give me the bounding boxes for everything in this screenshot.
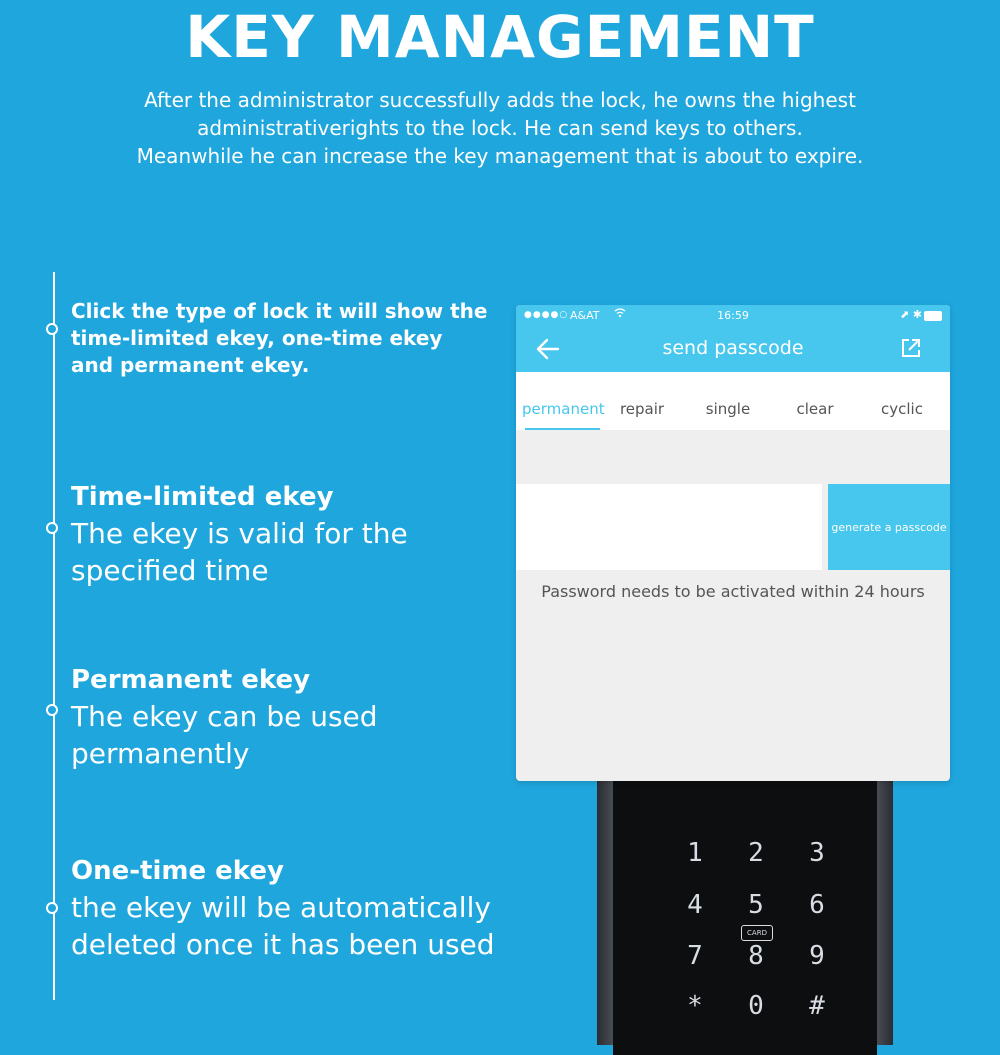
tab-single[interactable]: single bbox=[705, 400, 751, 418]
feature-desc-line: the ekey will be automatically bbox=[71, 891, 491, 924]
tab-clear[interactable]: clear bbox=[796, 400, 834, 418]
app-bar bbox=[516, 305, 950, 372]
status-time: 16:59 bbox=[717, 309, 749, 322]
feature-desc-line: deleted once it has been used bbox=[71, 928, 495, 961]
feature-time-limited bbox=[71, 479, 408, 589]
location-bluetooth-icons: ⬈ ✱ bbox=[900, 308, 922, 321]
share-icon[interactable] bbox=[900, 337, 922, 359]
keypad-key: 8 bbox=[748, 941, 764, 971]
feature-intro bbox=[71, 298, 487, 379]
phone-screen bbox=[516, 305, 950, 781]
tab-repair[interactable]: repair bbox=[619, 400, 665, 418]
feature-heading: Permanent ekey bbox=[71, 665, 311, 695]
activation-notice: Password needs to be activated within 24 hours bbox=[541, 582, 925, 601]
feature-desc-line: specified time bbox=[71, 554, 269, 587]
feature-intro-line: time-limited ekey, one-time ekey bbox=[71, 326, 443, 350]
keypad-key: 5 bbox=[748, 890, 764, 920]
keypad-key: 4 bbox=[687, 890, 703, 920]
passcode-field[interactable] bbox=[516, 484, 822, 570]
timeline-line bbox=[53, 272, 55, 1000]
timeline-dot bbox=[46, 323, 58, 335]
keypad-key: 7 bbox=[687, 941, 703, 971]
feature-permanent bbox=[71, 662, 378, 772]
keypad-key: 3 bbox=[809, 838, 825, 868]
status-bar bbox=[516, 305, 950, 327]
keypad-key: 0 bbox=[748, 991, 764, 1021]
feature-desc-line: The ekey is valid for the bbox=[71, 517, 408, 550]
timeline-dot bbox=[46, 704, 58, 716]
intro-line: After the administrator successfully adds the lock, he owns the highest bbox=[144, 88, 856, 112]
feature-desc-line: The ekey can be used bbox=[71, 700, 378, 733]
keypad-key: 1 bbox=[687, 838, 703, 868]
feature-desc-line: permanently bbox=[71, 737, 250, 770]
feature-heading: One-time ekey bbox=[71, 856, 284, 886]
nav-title: send passcode bbox=[662, 337, 804, 359]
intro-line: administrativerights to the lock. He can send keys to others. bbox=[197, 116, 803, 140]
feature-intro-line: Click the type of lock it will show the bbox=[71, 299, 488, 323]
signal-icon: ●●●●○ bbox=[524, 310, 569, 320]
page-title: KEY MANAGEMENT bbox=[185, 3, 815, 71]
carrier-label: A&AT bbox=[570, 309, 600, 322]
generate-passcode-button[interactable]: generate a passcode bbox=[828, 484, 950, 570]
feature-intro-line: and permanent ekey. bbox=[71, 353, 310, 377]
tab-cyclic[interactable]: cyclic bbox=[881, 400, 923, 418]
keypad-key: * bbox=[687, 991, 703, 1021]
timeline-dot bbox=[46, 522, 58, 534]
intro-text bbox=[100, 86, 900, 170]
keypad-key: 6 bbox=[809, 890, 825, 920]
keypad-key: # bbox=[809, 991, 825, 1021]
timeline-dot bbox=[46, 902, 58, 914]
tab-permanent[interactable]: permanent bbox=[522, 400, 605, 418]
battery-icon bbox=[924, 311, 942, 321]
intro-line: Meanwhile he can increase the key management that is about to expire. bbox=[136, 144, 864, 168]
active-tab-indicator bbox=[525, 428, 600, 430]
feature-heading: Time-limited ekey bbox=[71, 482, 334, 512]
keypad-key: 9 bbox=[809, 941, 825, 971]
card-reader-icon: CARD bbox=[741, 925, 773, 941]
keypad-key: 2 bbox=[748, 838, 764, 868]
passcode-type-tabs bbox=[516, 372, 950, 430]
feature-one-time bbox=[71, 853, 495, 963]
